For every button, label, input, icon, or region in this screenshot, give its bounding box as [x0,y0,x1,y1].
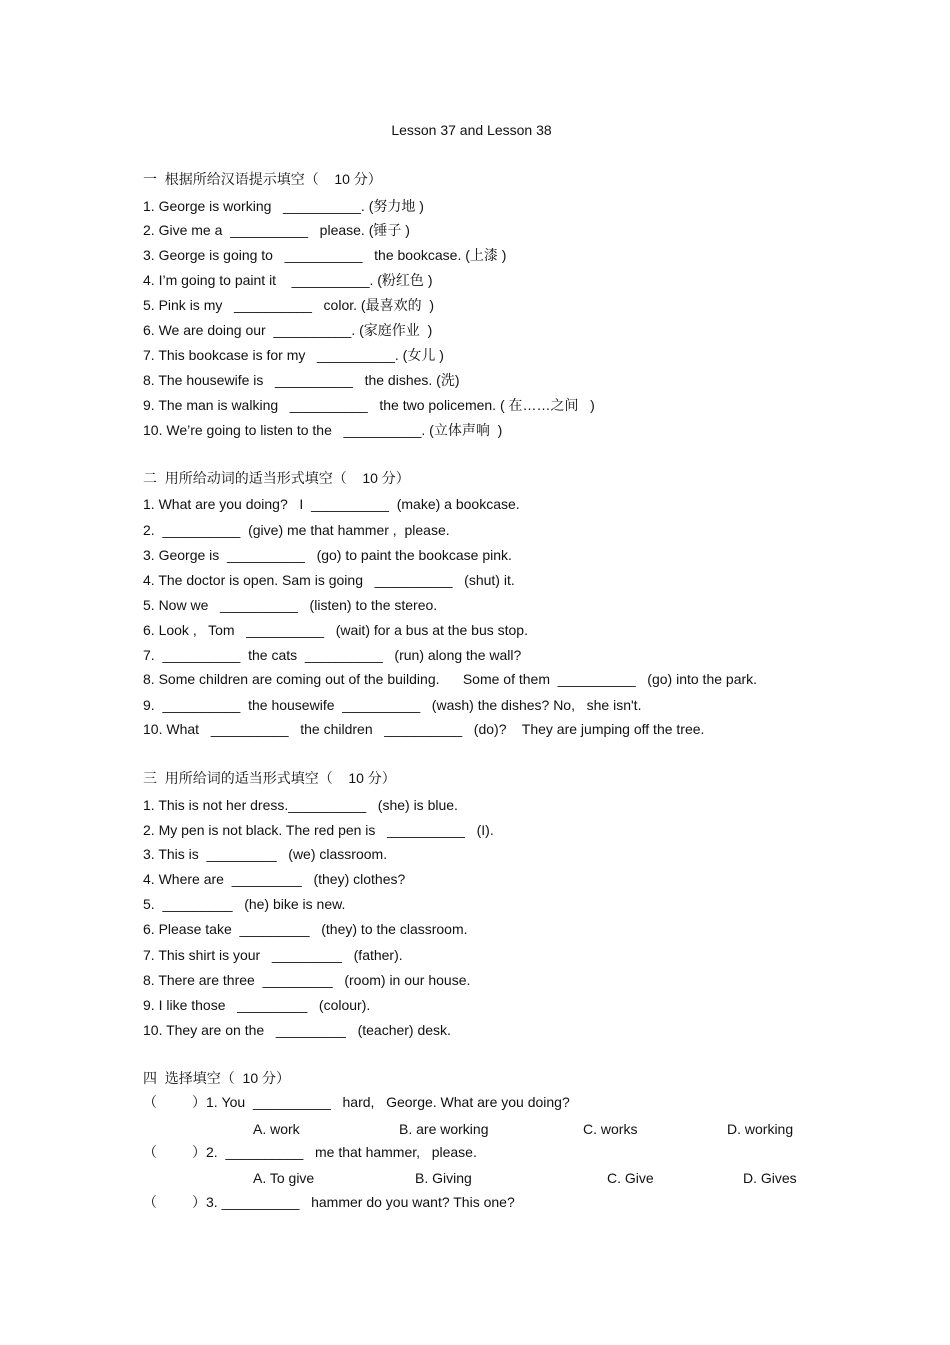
s4-q1-option-c: C. works [583,1121,638,1137]
s2-item-3: 3. George is __________ (go) to paint the bookcase pink. [143,547,512,563]
s4-q2-option-c: C. Give [607,1170,654,1186]
s4-question-2: （ ）2. __________ me that hammer, please. [143,1144,477,1160]
s3-item-2: 2. My pen is not black. The red pen is __________ (I). [143,822,494,838]
s2-item-7: 7. __________ the cats __________ (run) along the wall? [143,647,522,663]
s1-item-7: 7. This bookcase is for my __________. (女儿 ) [143,347,444,363]
s3-item-5: 5. _________ (he) bike is new. [143,896,346,912]
s3-item-9: 9. I like those _________ (colour). [143,997,371,1013]
s2-item-5: 5. Now we __________ (listen) to the stereo. [143,597,438,613]
s3-item-10: 10. They are on the _________ (teacher) desk. [143,1022,451,1038]
s2-item-8: 8. Some children are coming out of the building. Some of them __________ (go) into the park. [143,671,758,687]
section-3-heading: 三 用所给词的适当形式填空（ 10 分） [143,770,396,786]
s2-item-6: 6. Look , Tom __________ (wait) for a bus at the bus stop. [143,622,528,638]
s3-item-3: 3. This is _________ (we) classroom. [143,846,388,862]
s1-item-3: 3. George is going to __________ the bookcase. (上漆 ) [143,247,507,263]
s1-item-10: 10. We’re going to listen to the __________. (立体声响 ) [143,422,503,438]
s4-question-3: （ ）3. __________ hammer do you want? This one? [143,1194,515,1210]
s1-item-1: 1. George is working __________. (努力地 ) [143,198,424,214]
s3-item-8: 8. There are three _________ (room) in our house. [143,972,471,988]
s1-item-4: 4. I’m going to paint it __________. (粉红色 ) [143,272,433,288]
s4-q2-option-d: D. Gives [743,1170,797,1186]
s1-item-5: 5. Pink is my __________ color. (最喜欢的 ) [143,297,435,313]
s2-item-4: 4. The doctor is open. Sam is going __________ (shut) it. [143,572,515,588]
s3-item-4: 4. Where are _________ (they) clothes? [143,871,406,887]
s3-item-6: 6. Please take _________ (they) to the classroom. [143,921,468,937]
s3-item-1: 1. This is not her dress.__________ (she) is blue. [143,797,458,813]
s4-q2-option-b: B. Giving [415,1170,472,1186]
s2-item-1: 1. What are you doing? I __________ (make) a bookcase. [143,496,520,512]
s1-item-2: 2. Give me a __________ please. (锤子 ) [143,222,410,238]
s4-q1-option-d: D. working [727,1121,794,1137]
s4-q1-option-a: A. work [253,1121,300,1137]
page-title: Lesson 37 and Lesson 38 [391,122,552,138]
s2-item-10: 10. What __________ the children __________ (do)? They are jumping off the tree. [143,721,705,737]
s3-item-7: 7. This shirt is your _________ (father). [143,947,403,963]
section-1-heading: 一 根据所给汉语提示填空（ 10 分） [143,171,382,187]
s1-item-9: 9. The man is walking __________ the two policemen. ( 在……之间 ) [143,397,595,413]
section-2-heading: 二 用所给动词的适当形式填空（ 10 分） [143,470,410,486]
s2-item-2: 2. __________ (give) me that hammer , please. [143,522,450,538]
s4-question-1: （ ）1. You __________ hard, George. What are you doing? [143,1094,570,1110]
s4-q2-option-a: A. To give [253,1170,315,1186]
s1-item-8: 8. The housewife is __________ the dishes. (洗) [143,372,460,388]
s1-item-6: 6. We are doing our __________. (家庭作业 ) [143,322,433,338]
s4-q1-option-b: B. are working [399,1121,489,1137]
section-4-heading: 四 选择填空（ 10 分） [143,1070,291,1086]
s2-item-9: 9. __________ the housewife __________ (wash) the dishes? No, she isn't. [143,697,642,713]
